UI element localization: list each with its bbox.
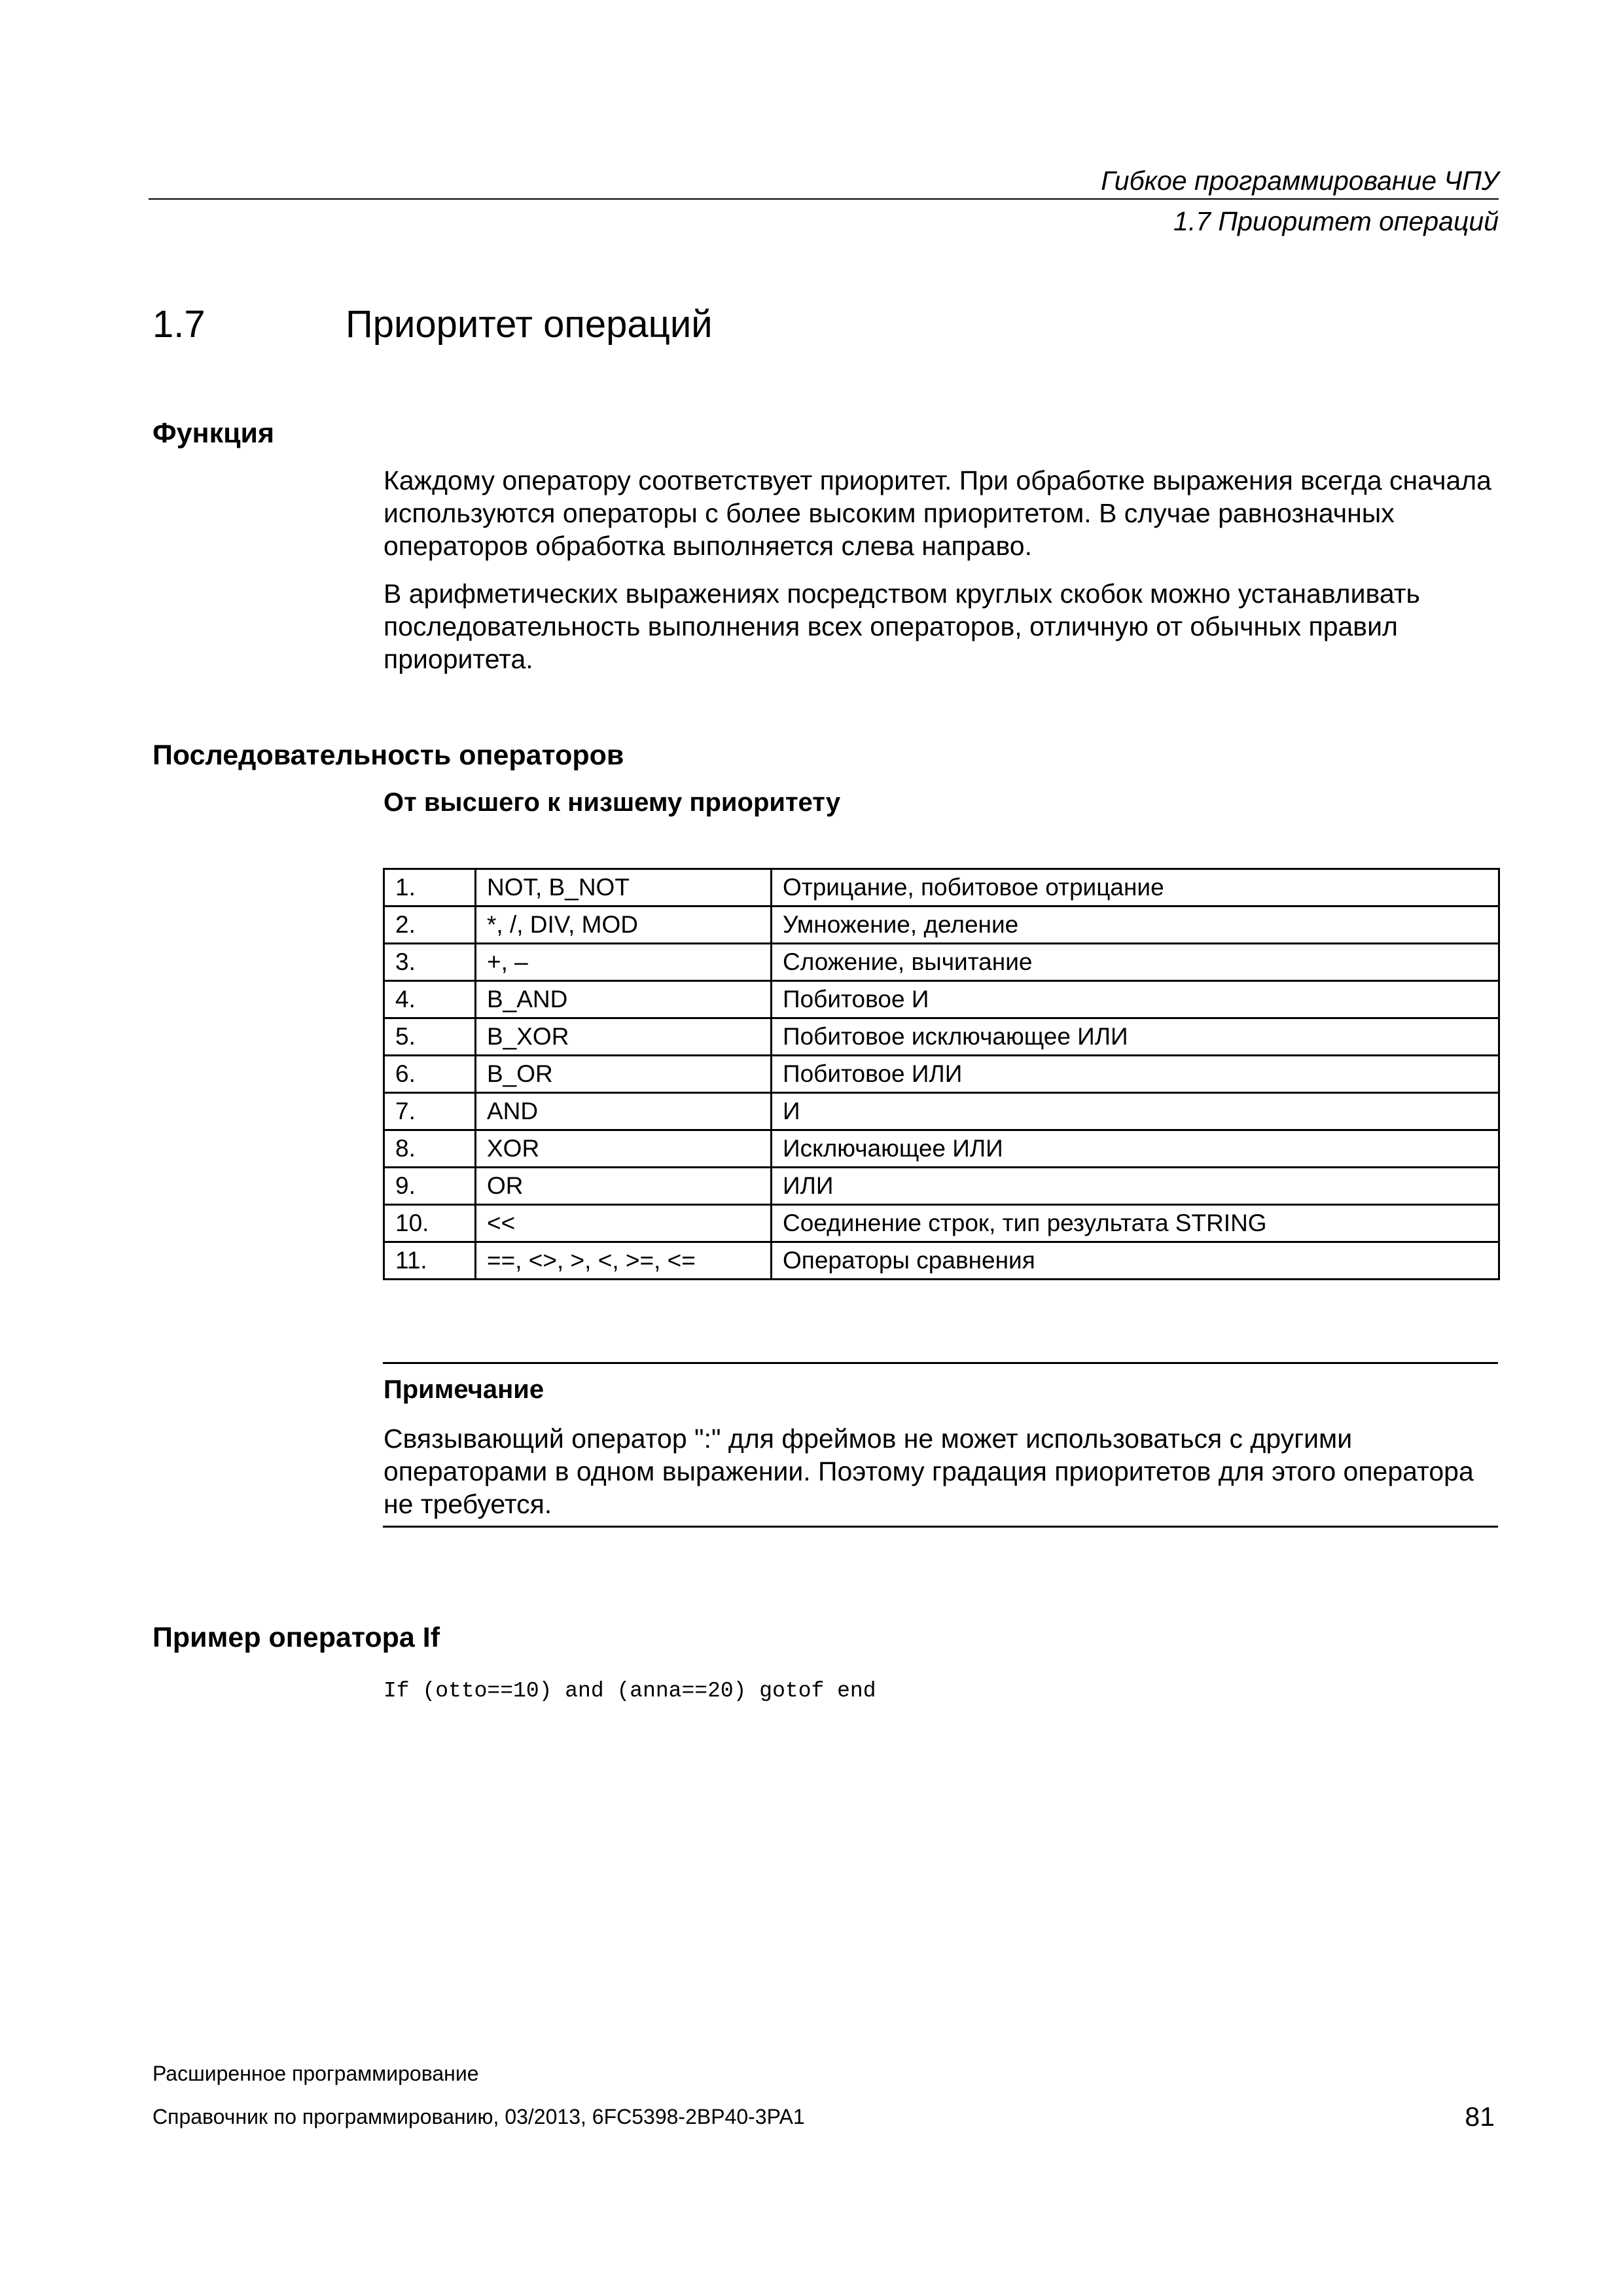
- note-text: Связывающий оператор ":" для фреймов не может использоваться с другими операторами в одном выражении. Поэтому градация приоритетов для этого оператора не требуется.: [383, 1424, 1474, 1519]
- note-bottom-rule: [383, 1526, 1498, 1528]
- operator: NOT, B_NOT: [476, 869, 772, 906]
- function-heading: Функция: [152, 418, 275, 449]
- footer-title: Расширенное программирование: [152, 2062, 479, 2085]
- row-number: 3.: [384, 944, 476, 981]
- table-row: [384, 1242, 1499, 1280]
- table-row: [384, 1168, 1499, 1205]
- row-number: 11.: [384, 1242, 476, 1280]
- table-row: [384, 906, 1499, 944]
- example-code: If (otto==10) and (anna==20) gotof end: [383, 1679, 876, 1703]
- operator: +, –: [476, 944, 772, 981]
- table-row: [384, 1093, 1499, 1130]
- row-number: 1.: [384, 869, 476, 906]
- operator: AND: [476, 1093, 772, 1130]
- sequence-heading: Последовательность операторов: [152, 740, 624, 771]
- example-heading: Пример оператора If: [152, 1622, 440, 1653]
- footer-reference: Справочник по программированию, 03/2013, 6FC5398-2BP40-3PA1: [152, 2105, 805, 2128]
- page-number: 81: [1465, 2102, 1495, 2132]
- running-header-chapter: Гибкое программирование ЧПУ: [1101, 166, 1499, 196]
- row-number: 4.: [384, 981, 476, 1018]
- note-top-rule: [383, 1362, 1498, 1364]
- operator-description: Соединение строк, тип результата STRING: [772, 1205, 1499, 1242]
- operator-description: ИЛИ: [772, 1168, 1499, 1205]
- table-row: [384, 1018, 1499, 1056]
- note-title: Примечание: [383, 1375, 544, 1404]
- row-number: 9.: [384, 1168, 476, 1205]
- operator-description: И: [772, 1093, 1499, 1130]
- operator: B_OR: [476, 1056, 772, 1093]
- operator: B_XOR: [476, 1018, 772, 1056]
- operator: <<: [476, 1205, 772, 1242]
- operator: XOR: [476, 1130, 772, 1168]
- operator: OR: [476, 1168, 772, 1205]
- section-number: 1.7: [152, 303, 205, 346]
- operator-description: Отрицание, побитовое отрицание: [772, 869, 1499, 906]
- table-row: [384, 944, 1499, 981]
- operator-description: Сложение, вычитание: [772, 944, 1499, 981]
- operator-description: Побитовое ИЛИ: [772, 1056, 1499, 1093]
- operator: *, /, DIV, MOD: [476, 906, 772, 944]
- operator: B_AND: [476, 981, 772, 1018]
- table-row: [384, 1205, 1499, 1242]
- row-number: 5.: [384, 1018, 476, 1056]
- function-paragraph-2: В арифметических выражениях посредством круглых скобок можно устанавливать последовательность выполнения всех операторов, отличную от обычных правил приоритета.: [383, 579, 1420, 674]
- operator: ==, <>, >, <, >=, <=: [476, 1242, 772, 1280]
- section-title: Приоритет операций: [346, 303, 713, 346]
- row-number: 10.: [384, 1205, 476, 1242]
- operator-priority-table: [383, 868, 1500, 1280]
- row-number: 8.: [384, 1130, 476, 1168]
- operator-description: Побитовое И: [772, 981, 1499, 1018]
- operator-table-body: [384, 869, 1499, 1280]
- table-row: [384, 1056, 1499, 1093]
- function-paragraph-1: Каждому оператору соответствует приоритет. При обработке выражения всегда сначала используются операторы с более высоким приоритетом. В случае равнозначных операторов обработка выполняется слева направо.: [383, 465, 1491, 561]
- table-row: [384, 869, 1499, 906]
- operator-description: Операторы сравнения: [772, 1242, 1499, 1280]
- operator-description: Умножение, деление: [772, 906, 1499, 944]
- row-number: 6.: [384, 1056, 476, 1093]
- sequence-subheading: От высшего к низшему приоритету: [383, 788, 841, 817]
- row-number: 2.: [384, 906, 476, 944]
- row-number: 7.: [384, 1093, 476, 1130]
- header-rule: [149, 198, 1499, 200]
- operator-description: Исключающее ИЛИ: [772, 1130, 1499, 1168]
- table-row: [384, 981, 1499, 1018]
- running-header-section: 1.7 Приоритет операций: [1173, 206, 1499, 236]
- table-row: [384, 1130, 1499, 1168]
- operator-description: Побитовое исключающее ИЛИ: [772, 1018, 1499, 1056]
